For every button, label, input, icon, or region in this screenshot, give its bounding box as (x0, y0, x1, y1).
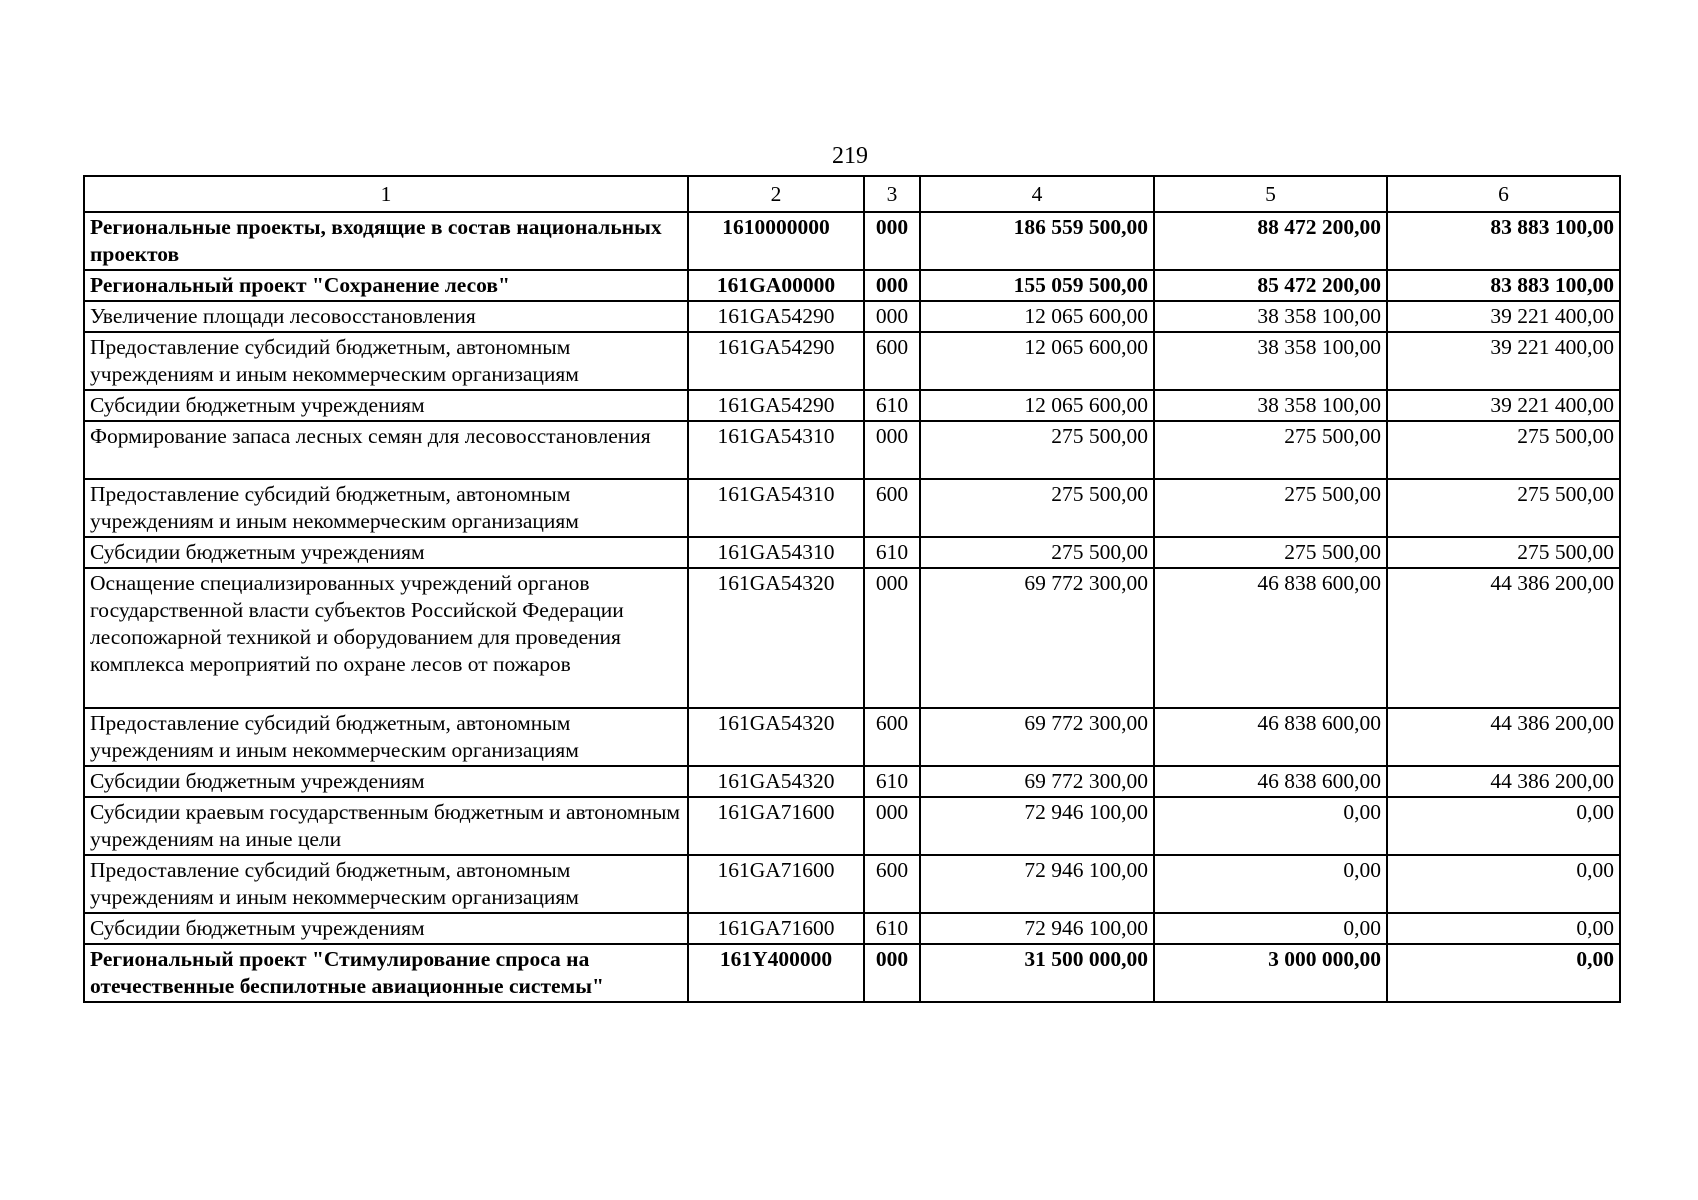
row-value-col4-cell: 186 559 500,00 (920, 212, 1154, 270)
row-value-col4-cell: 275 500,00 (920, 537, 1154, 568)
row-value-col5-cell: 46 838 600,00 (1154, 708, 1387, 766)
row-value-col5-cell: 85 472 200,00 (1154, 270, 1387, 301)
row-value-col5-cell: 275 500,00 (1154, 479, 1387, 537)
row-name-cell: Предоставление субсидий бюджетным, автономным учреждениям и иным некоммерческим организациям (84, 479, 688, 537)
row-kvr-cell: 000 (864, 301, 920, 332)
row-name-cell: Увеличение площади лесовосстановления (84, 301, 688, 332)
row-kvr-cell: 600 (864, 332, 920, 390)
table-row (84, 568, 1620, 708)
row-value-col4-cell: 72 946 100,00 (920, 855, 1154, 913)
column-header-1: 1 (84, 176, 688, 212)
header-row (84, 176, 1620, 212)
row-value-col6-cell: 83 883 100,00 (1387, 270, 1620, 301)
row-kvr-cell: 600 (864, 708, 920, 766)
table-row (84, 390, 1620, 421)
row-value-col5-cell: 38 358 100,00 (1154, 390, 1387, 421)
row-value-col4-cell: 12 065 600,00 (920, 301, 1154, 332)
table-row (84, 537, 1620, 568)
row-name-cell: Субсидии бюджетным учреждениям (84, 537, 688, 568)
table-row (84, 766, 1620, 797)
row-value-col4-cell: 275 500,00 (920, 479, 1154, 537)
table-row (84, 332, 1620, 390)
row-value-col4-cell: 69 772 300,00 (920, 708, 1154, 766)
row-code-cell: 161GA54310 (688, 421, 864, 479)
column-header-4: 4 (920, 176, 1154, 212)
row-value-col6-cell: 39 221 400,00 (1387, 301, 1620, 332)
page-number: 219 (832, 143, 868, 169)
row-value-col6-cell: 275 500,00 (1387, 537, 1620, 568)
row-value-col5-cell: 0,00 (1154, 797, 1387, 855)
row-value-col6-cell: 44 386 200,00 (1387, 708, 1620, 766)
row-code-cell: 161GA71600 (688, 913, 864, 944)
column-header-3: 3 (864, 176, 920, 212)
row-value-col4-cell: 12 065 600,00 (920, 390, 1154, 421)
table-row (84, 270, 1620, 301)
column-header-2: 2 (688, 176, 864, 212)
row-name-cell: Субсидии бюджетным учреждениям (84, 390, 688, 421)
row-value-col6-cell: 275 500,00 (1387, 421, 1620, 479)
row-value-col6-cell: 39 221 400,00 (1387, 332, 1620, 390)
row-code-cell: 161GA00000 (688, 270, 864, 301)
row-code-cell: 161GA54310 (688, 479, 864, 537)
row-kvr-cell: 610 (864, 913, 920, 944)
row-code-cell: 161GA54290 (688, 390, 864, 421)
row-kvr-cell: 600 (864, 479, 920, 537)
column-header-6: 6 (1387, 176, 1620, 212)
row-name-cell: Региональный проект "Сохранение лесов" (84, 270, 688, 301)
row-kvr-cell: 000 (864, 568, 920, 708)
row-value-col4-cell: 31 500 000,00 (920, 944, 1154, 1002)
row-value-col6-cell: 0,00 (1387, 944, 1620, 1002)
column-header-5: 5 (1154, 176, 1387, 212)
row-value-col6-cell: 0,00 (1387, 855, 1620, 913)
row-name-cell: Региональный проект "Стимулирование спроса на отечественные беспилотные авиационные системы" (84, 944, 688, 1002)
row-name-cell: Субсидии бюджетным учреждениям (84, 766, 688, 797)
row-value-col5-cell: 0,00 (1154, 913, 1387, 944)
row-value-col4-cell: 12 065 600,00 (920, 332, 1154, 390)
row-value-col6-cell: 39 221 400,00 (1387, 390, 1620, 421)
row-kvr-cell: 610 (864, 537, 920, 568)
table-row (84, 301, 1620, 332)
row-value-col4-cell: 275 500,00 (920, 421, 1154, 479)
table-row (84, 212, 1620, 270)
table-row (84, 855, 1620, 913)
row-code-cell: 161GA54310 (688, 537, 864, 568)
row-code-cell: 1610000000 (688, 212, 864, 270)
row-name-cell: Региональные проекты, входящие в состав национальных проектов (84, 212, 688, 270)
row-value-col6-cell: 0,00 (1387, 913, 1620, 944)
table-body (84, 212, 1620, 1002)
row-value-col6-cell: 83 883 100,00 (1387, 212, 1620, 270)
row-name-cell: Предоставление субсидий бюджетным, автономным учреждениям и иным некоммерческим организациям (84, 855, 688, 913)
row-value-col5-cell: 38 358 100,00 (1154, 301, 1387, 332)
row-kvr-cell: 000 (864, 944, 920, 1002)
row-name-cell: Субсидии бюджетным учреждениям (84, 913, 688, 944)
row-kvr-cell: 600 (864, 855, 920, 913)
row-code-cell: 161GA54320 (688, 708, 864, 766)
row-value-col5-cell: 3 000 000,00 (1154, 944, 1387, 1002)
row-value-col6-cell: 44 386 200,00 (1387, 766, 1620, 797)
row-kvr-cell: 000 (864, 797, 920, 855)
row-code-cell: 161Y400000 (688, 944, 864, 1002)
row-code-cell: 161GA54290 (688, 332, 864, 390)
row-code-cell: 161GA71600 (688, 855, 864, 913)
row-value-col4-cell: 155 059 500,00 (920, 270, 1154, 301)
row-value-col4-cell: 72 946 100,00 (920, 797, 1154, 855)
row-value-col5-cell: 275 500,00 (1154, 421, 1387, 479)
row-code-cell: 161GA71600 (688, 797, 864, 855)
row-value-col5-cell: 0,00 (1154, 855, 1387, 913)
row-name-cell: Предоставление субсидий бюджетным, автономным учреждениям и иным некоммерческим организациям (84, 708, 688, 766)
row-name-cell: Оснащение специализированных учреждений органов государственной власти субъектов Российской Федерации лесопожарной техникой и оборудованием для проведения комплекса мероприятий по охране лесов от пожаров (84, 568, 688, 708)
row-value-col4-cell: 69 772 300,00 (920, 766, 1154, 797)
table-row (84, 944, 1620, 1002)
table-row (84, 797, 1620, 855)
row-value-col5-cell: 275 500,00 (1154, 537, 1387, 568)
row-name-cell: Субсидии краевым государственным бюджетным и автономным учреждениям на иные цели (84, 797, 688, 855)
row-code-cell: 161GA54320 (688, 766, 864, 797)
row-value-col5-cell: 38 358 100,00 (1154, 332, 1387, 390)
table-header (84, 176, 1620, 212)
row-value-col4-cell: 72 946 100,00 (920, 913, 1154, 944)
row-value-col5-cell: 46 838 600,00 (1154, 766, 1387, 797)
row-value-col5-cell: 88 472 200,00 (1154, 212, 1387, 270)
row-value-col6-cell: 44 386 200,00 (1387, 568, 1620, 708)
row-kvr-cell: 000 (864, 270, 920, 301)
budget-table (83, 175, 1621, 1003)
row-kvr-cell: 610 (864, 766, 920, 797)
row-kvr-cell: 000 (864, 421, 920, 479)
row-name-cell: Формирование запаса лесных семян для лесовосстановления (84, 421, 688, 479)
row-kvr-cell: 000 (864, 212, 920, 270)
row-value-col4-cell: 69 772 300,00 (920, 568, 1154, 708)
table-row (84, 421, 1620, 479)
row-value-col6-cell: 0,00 (1387, 797, 1620, 855)
row-code-cell: 161GA54320 (688, 568, 864, 708)
table-row (84, 479, 1620, 537)
row-code-cell: 161GA54290 (688, 301, 864, 332)
row-value-col6-cell: 275 500,00 (1387, 479, 1620, 537)
table-row (84, 708, 1620, 766)
table-row (84, 913, 1620, 944)
row-name-cell: Предоставление субсидий бюджетным, автономным учреждениям и иным некоммерческим организациям (84, 332, 688, 390)
row-kvr-cell: 610 (864, 390, 920, 421)
row-value-col5-cell: 46 838 600,00 (1154, 568, 1387, 708)
